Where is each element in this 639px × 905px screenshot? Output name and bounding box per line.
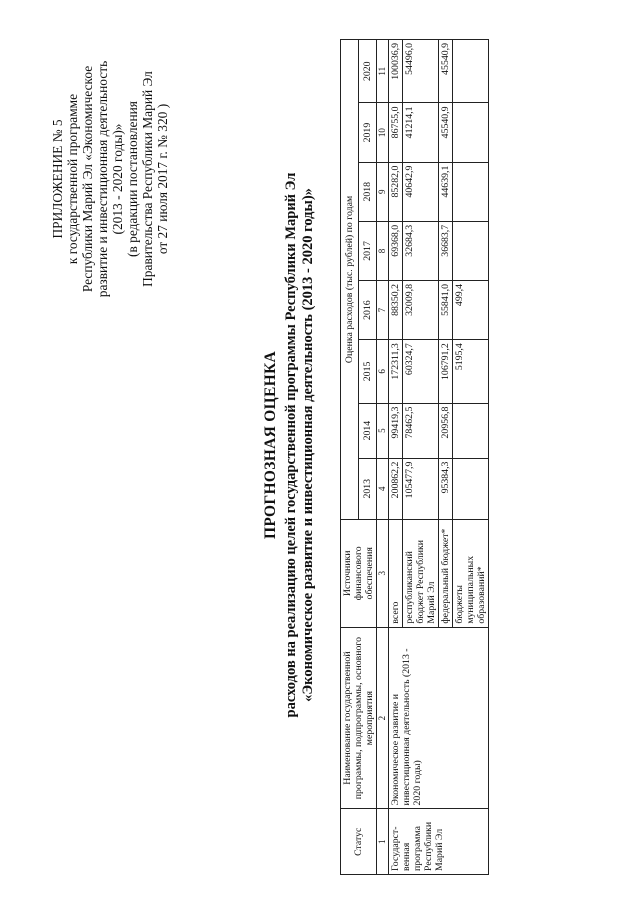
value-cell: 41214,1 — [403, 103, 439, 162]
status-cell: Государст-венная программа Республики Марий Эл — [389, 809, 489, 875]
appendix-line: ПРИЛОЖЕНИЕ № 5 — [50, 119, 65, 239]
value-cell: 95384,3 — [439, 458, 453, 519]
source-cell: республиканский бюджет Республики Марий Эл — [403, 519, 439, 627]
source-cell: бюджеты муниципальных образований* — [453, 519, 489, 627]
column-number: 3 — [377, 519, 389, 627]
title-subline: «Экономическое развитие и инвестиционная деятельность (2013 - 2020 годы)» — [300, 188, 316, 702]
column-number: 5 — [377, 403, 389, 458]
header-row — [341, 40, 359, 875]
value-cell: 200862,2 — [389, 458, 403, 519]
value-cell: 44639,1 — [439, 162, 453, 221]
header-year: 2020 — [359, 40, 377, 103]
header-status: Статус — [341, 809, 377, 875]
value-cell — [453, 103, 489, 162]
value-cell — [453, 221, 489, 280]
appendix-line: Правительства Республики Марий Эл — [140, 71, 155, 287]
value-cell: 36683,7 — [439, 221, 453, 280]
value-cell: 78462,5 — [403, 403, 439, 458]
header-estimate: Оценка расходов (тыс. рублей) по годам — [341, 40, 359, 520]
appendix-header — [50, 19, 170, 339]
appendix-line: развитие и инвестиционная деятельность — [95, 60, 110, 298]
header-source: Источники финансового обеспечения — [341, 519, 377, 627]
header-year: 2016 — [359, 281, 377, 340]
header-year: 2013 — [359, 458, 377, 519]
column-number: 7 — [377, 281, 389, 340]
value-cell — [453, 403, 489, 458]
value-cell: 499,4 — [453, 281, 489, 340]
appendix-line: (в редакции постановления — [125, 101, 140, 257]
program-name-cell: Экономическое развитие и инвестиционная деятельность (2013 - 2020 годы) — [389, 627, 489, 809]
value-cell: 45540,9 — [439, 103, 453, 162]
value-cell: 55841,0 — [439, 281, 453, 340]
value-cell: 100036,9 — [389, 40, 403, 103]
value-cell: 32009,8 — [403, 281, 439, 340]
title-main: ПРОГНОЗНАЯ ОЦЕНКА — [262, 351, 279, 540]
appendix-line: Республики Марий Эл «Экономическое — [80, 65, 95, 293]
document-title — [262, 145, 317, 745]
column-number: 4 — [377, 458, 389, 519]
expense-table — [340, 39, 489, 875]
value-cell — [453, 40, 489, 103]
value-cell: 69368,0 — [389, 221, 403, 280]
header-year: 2017 — [359, 221, 377, 280]
value-cell: 86755,0 — [389, 103, 403, 162]
appendix-line: к государственной программе — [65, 93, 80, 265]
value-cell: 54496,0 — [403, 40, 439, 103]
appendix-line: (2013 - 2020 годы)» — [110, 123, 125, 235]
header-name: Наименование государственной программы, подпрограммы, основного мероприятия — [341, 627, 377, 809]
header-year: 2019 — [359, 103, 377, 162]
header-year: 2018 — [359, 162, 377, 221]
value-cell: 45540,9 — [439, 40, 453, 103]
value-cell: 88350,2 — [389, 281, 403, 340]
value-cell: 99419,3 — [389, 403, 403, 458]
appendix-line: от 27 июля 2017 г. № 320 ) — [155, 103, 170, 255]
column-number: 10 — [377, 103, 389, 162]
value-cell: 106791,2 — [439, 340, 453, 403]
column-number: 9 — [377, 162, 389, 221]
value-cell: 40642,9 — [403, 162, 439, 221]
value-cell: 32684,3 — [403, 221, 439, 280]
source-cell: федеральный бюджет* — [439, 519, 453, 627]
value-cell: 20956,8 — [439, 403, 453, 458]
value-cell: 85282,0 — [389, 162, 403, 221]
column-number: 11 — [377, 40, 389, 103]
title-subline: расходов на реализацию целей государственной программы Республики Марий Эл — [283, 172, 299, 718]
value-cell: 60324,7 — [403, 340, 439, 403]
header-year: 2015 — [359, 340, 377, 403]
column-number: 6 — [377, 340, 389, 403]
column-number-row — [377, 40, 389, 875]
column-number: 8 — [377, 221, 389, 280]
value-cell: 105477,9 — [403, 458, 439, 519]
value-cell — [453, 162, 489, 221]
value-cell: 172311,3 — [389, 340, 403, 403]
value-cell: 5195,4 — [453, 340, 489, 403]
table-row — [389, 40, 403, 875]
header-year: 2014 — [359, 403, 377, 458]
value-cell — [453, 458, 489, 519]
column-number: 1 — [377, 809, 389, 875]
source-cell: всего — [389, 519, 403, 627]
column-number: 2 — [377, 627, 389, 809]
